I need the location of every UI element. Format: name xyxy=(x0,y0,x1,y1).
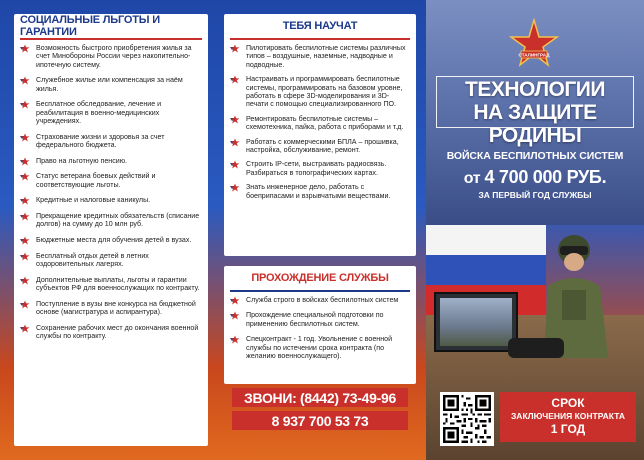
star-bullet-icon xyxy=(20,300,31,309)
list-item-text: Служебное жилье или компенсация за наём жилья. xyxy=(36,76,183,93)
list-item xyxy=(230,296,410,304)
star-bullet-icon xyxy=(20,76,31,85)
list-item-text: Знать инженерное дело, работать с боеприпасами и взрывчатыми веществами. xyxy=(246,183,391,200)
training-list xyxy=(224,40,416,200)
list-item xyxy=(20,212,202,229)
star-bullet-icon xyxy=(230,75,241,84)
star-bullet-icon xyxy=(20,44,31,53)
list-item xyxy=(20,172,202,189)
star-bullet-icon xyxy=(230,296,241,305)
salary-amount: 4 700 000 РУБ. xyxy=(484,167,607,187)
star-bullet-icon xyxy=(230,138,241,147)
star-bullet-icon xyxy=(230,183,241,192)
benefits-title: СОЦИАЛЬНЫЕ ЛЬГОТЫ И ГАРАНТИИ xyxy=(20,14,202,40)
list-item xyxy=(20,300,202,317)
list-item xyxy=(230,160,410,177)
salary xyxy=(426,167,644,188)
list-item-text: Кредитные и налоговые каникулы. xyxy=(36,196,151,205)
star-bullet-icon xyxy=(20,196,31,205)
star-bullet-icon xyxy=(20,157,31,166)
subtitle: ВОЙСКА БЕСПИЛОТНЫХ СИСТЕМ xyxy=(446,150,624,162)
contract-term-box xyxy=(500,392,636,442)
list-item xyxy=(230,115,410,132)
list-item-text: Бесплатное обследование, лечение и реабилитация в военно-медицинских учреждениях. xyxy=(36,100,162,126)
training-title: ТЕБЯ НАУЧАТ xyxy=(230,14,410,40)
list-item-text: Прохождение специальной подготовки по применению беспилотных систем. xyxy=(246,311,384,328)
list-item xyxy=(230,138,410,155)
list-item xyxy=(20,76,202,93)
list-item xyxy=(20,100,202,125)
salary-prefix: от xyxy=(463,170,485,187)
salary-note: ЗА ПЕРВЫЙ ГОД СЛУЖБЫ xyxy=(478,190,592,200)
benefits-list xyxy=(14,40,208,340)
qr-code-icon[interactable] xyxy=(440,392,494,446)
list-item-text: Пилотировать беспилотные системы различных типов – воздушные, наземные, надводные и подводные. xyxy=(246,44,406,69)
srok-label: СРОК xyxy=(551,396,585,410)
headline-line1: ТЕХНОЛОГИИ xyxy=(465,78,605,101)
list-item xyxy=(20,252,202,269)
star-bullet-icon xyxy=(20,324,31,333)
service-column xyxy=(224,266,416,384)
call-phone-bar[interactable]: ЗВОНИ: (8442) 73-49-96 xyxy=(232,388,408,407)
star-bullet-icon xyxy=(230,311,241,320)
star-bullet-icon xyxy=(20,133,31,142)
list-item xyxy=(20,276,202,293)
drone-controller-image xyxy=(508,338,564,358)
list-item-text: Сохранение рабочих мест до окончания военной службы по контракту. xyxy=(36,323,199,340)
list-item-text: Спецконтракт - 1 год. Увольнение с военной службы по истечении срока контракта (по желанию военнослужащего). xyxy=(246,335,393,361)
star-bullet-icon xyxy=(20,252,31,261)
list-item xyxy=(230,335,410,360)
srok-value: 1 ГОД xyxy=(550,422,586,436)
service-title: ПРОХОЖДЕНИЕ СЛУЖБЫ xyxy=(230,266,410,292)
star-bullet-icon xyxy=(20,236,31,245)
training-column xyxy=(224,14,416,256)
list-item-text: Право на льготную пенсию. xyxy=(36,156,127,165)
star-bullet-icon xyxy=(20,276,31,285)
star-bullet-icon xyxy=(230,115,241,124)
benefits-column xyxy=(14,14,208,446)
list-item-text: Бесплатный отдых детей в летних оздоровительных лагерях. xyxy=(36,251,149,268)
list-item-text: Поступление в вузы вне конкурса на бюджетной основе (магистратура и аспирантура). xyxy=(36,299,196,316)
list-item-text: Бюджетные места для обучения детей в вузах. xyxy=(36,236,192,244)
list-item-text: Настраивать и программировать беспилотные системы, программировать на базовом уровне, работать в сфере 3D-моделирования и 3D-печати с помощью специализированного ПО. xyxy=(246,75,403,109)
list-item-text: Дополнительные выплаты, льготы и гарантии субъектов РФ для военнослужащих по контракту. xyxy=(36,275,200,292)
monitor-image xyxy=(434,292,518,352)
list-item-text: Работать с коммерческими БПЛА – прошивка, настройка, обслуживание, ремонт. xyxy=(246,137,399,155)
list-item xyxy=(20,44,202,69)
list-item-text: Статус ветерана боевых действий и соответствующие льготы. xyxy=(36,172,156,189)
list-item-text: Служба строго в войсках беспилотных систем xyxy=(246,296,399,304)
star-bullet-icon xyxy=(20,212,31,221)
list-item xyxy=(20,236,202,244)
star-bullet-icon xyxy=(230,44,241,53)
star-emblem-icon xyxy=(508,18,560,70)
list-item xyxy=(230,75,410,109)
list-item-text: Строить IP-сети, выстраивать радиосвязь. Разбираться в топографических картах. xyxy=(246,160,387,177)
list-item xyxy=(20,157,202,165)
star-bullet-icon xyxy=(20,172,31,181)
list-item-text: Возможность быстрого приобретения жилья за счет Минобороны России через накопительно-ипотечную систему. xyxy=(36,44,192,69)
service-list xyxy=(224,292,416,360)
star-bullet-icon xyxy=(230,160,241,169)
star-bullet-icon xyxy=(20,100,31,109)
list-item xyxy=(20,133,202,150)
list-item xyxy=(230,44,410,69)
mobile-phone-bar[interactable]: 8 937 700 53 73 xyxy=(232,411,408,430)
list-item xyxy=(20,196,202,204)
star-bullet-icon xyxy=(230,335,241,344)
srok-subtitle: ЗАКЛЮЧЕНИЯ КОНТРАКТА xyxy=(510,411,625,421)
headline-line2: НА ЗАЩИТЕ РОДИНЫ xyxy=(473,101,597,147)
emblem-text: СТАЛИНГРАД xyxy=(518,52,550,58)
list-item xyxy=(20,324,202,341)
headline xyxy=(426,78,644,147)
list-item xyxy=(230,183,410,200)
list-item-text: Ремонтировать беспилотные системы – схемотехника, пайка, работа с приборами и т.д. xyxy=(246,114,404,132)
list-item-text: Страхование жизни и здоровья за счет федерального бюджета. xyxy=(36,132,165,150)
list-item-text: Прекращение кредитных обязательств (списание долгов) на сумму до 10 млн руб. xyxy=(36,212,200,229)
list-item xyxy=(230,311,410,328)
